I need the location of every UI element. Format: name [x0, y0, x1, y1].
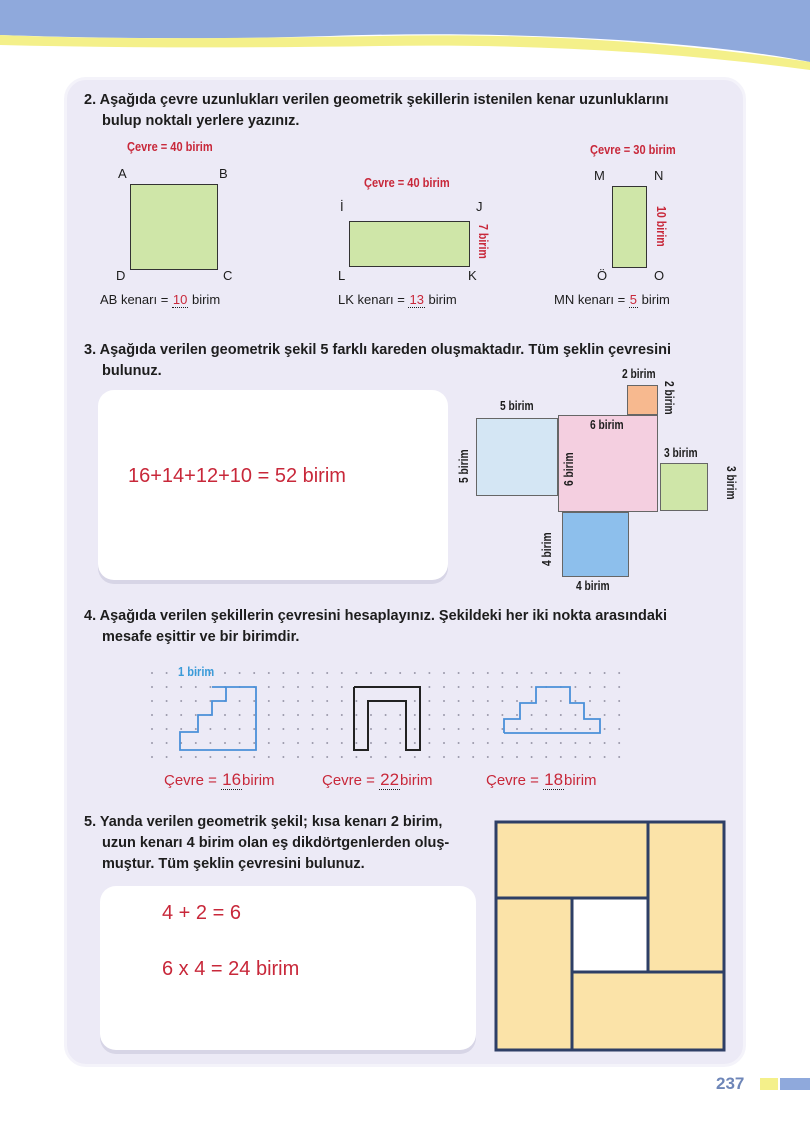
q2-shape1-answer-line: AB kenarı = 10 birim	[100, 292, 221, 307]
q2-shape3-answer-line: MN kenarı = 5 birim	[554, 292, 670, 307]
q5-prompt	[84, 812, 484, 875]
q2-number: 2.	[84, 92, 97, 108]
q4-prompt	[84, 606, 734, 648]
q4-text-line1: Aşağıda verilen şekillerin çevresini hesaplayınız. Şekildeki her iki nokta arasındaki	[99, 608, 667, 624]
square-blue	[476, 418, 558, 496]
corner-i: İ	[340, 199, 344, 214]
q2-shape3-answer: 5	[629, 292, 638, 307]
q2-text-line2: bulup noktalı yerlere yazınız.	[102, 113, 300, 129]
footer-yellow-bar	[760, 1078, 778, 1090]
q2-shape2-given: 7 birim	[476, 224, 490, 259]
q4-dot-grid	[150, 655, 640, 765]
q2-shape3-perimeter: Çevre = 30 birim	[590, 142, 676, 157]
q5-number: 5.	[84, 814, 97, 830]
q5-text-line3: muştur. Tüm şeklin çevresini bulunuz.	[102, 856, 365, 872]
square-orange	[627, 385, 658, 415]
corner-oe: Ö	[597, 268, 608, 283]
q2-text-line1: Aşağıda çevre uzunlukları verilen geometrik şekillerin istenilen kenar uzunluklarını	[99, 92, 669, 108]
q2-shape1-perimeter: Çevre = 40 birim	[127, 139, 213, 154]
q5-answer2: 6 x 4 = 24 birim	[162, 958, 300, 980]
q4-answer3-line: Çevre = 18birim	[486, 770, 597, 789]
q2-shape2-perimeter: Çevre = 40 birim	[364, 175, 450, 190]
rectangle-mnoo	[612, 186, 647, 268]
q4-answer2-line: Çevre = 22birim	[322, 770, 433, 789]
q3-text-line2: bulunuz.	[102, 363, 162, 379]
q5-rectangles-figure	[494, 820, 726, 1052]
header-band	[0, 0, 810, 80]
q5-answer1: 4 + 2 = 6	[162, 902, 241, 924]
q3-label-green-side: 3 birim	[724, 466, 738, 500]
page-number: 237	[716, 1074, 745, 1093]
corner-o: O	[654, 268, 665, 283]
q4-text-line2: mesafe eşittir ve bir birimdir.	[102, 629, 300, 645]
q3-answer: 16+14+12+10 = 52 birim	[128, 465, 346, 487]
q3-label-orange-top: 2 birim	[622, 367, 656, 381]
q3-label-orange-side: 2 birim	[662, 381, 676, 415]
corner-a: A	[118, 166, 127, 181]
q4-answer1: 16	[222, 770, 242, 789]
corner-c: C	[223, 268, 233, 283]
corner-k: K	[468, 268, 477, 283]
square-green	[660, 463, 708, 511]
footer-blue-bar	[780, 1078, 810, 1090]
q4-answer3: 18	[544, 770, 564, 789]
q3-label-blue-top: 5 birim	[500, 399, 534, 413]
square-abcd	[130, 184, 218, 270]
corner-n: N	[654, 168, 664, 183]
rectangle-ijkl	[349, 221, 470, 267]
q2-prompt	[84, 90, 734, 132]
q5-text-line2: uzun kenarı 4 birim olan eş dikdörtgenlerden oluş-	[102, 835, 450, 851]
corner-b: B	[219, 166, 228, 181]
q3-label-sky-base: 4 birim	[576, 579, 610, 593]
q4-unit-label: 1 birim	[178, 664, 215, 679]
q4-answer2: 22	[380, 770, 400, 789]
q3-number: 3.	[84, 342, 97, 358]
q3-label-green-top: 3 birim	[664, 446, 698, 460]
corner-j: J	[476, 199, 483, 214]
q3-label-pink-side: 6 birim	[562, 452, 576, 486]
q3-label-blue-side: 5 birim	[457, 449, 471, 483]
q2-shape3-given: 10 birim	[654, 206, 668, 247]
q2-shape1-answer: 10	[172, 292, 188, 307]
q4-answer1-line: Çevre = 16birim	[164, 770, 275, 789]
square-sky	[562, 512, 629, 577]
q2-shape2-answer: 13	[409, 292, 424, 307]
q2-shape2-answer-line: LK kenarı = 13 birim	[338, 292, 457, 307]
q3-label-pink-top: 6 birim	[590, 418, 624, 432]
q4-number: 4.	[84, 608, 97, 624]
q3-label-sky-side: 4 birim	[540, 532, 554, 566]
corner-m: M	[594, 168, 605, 183]
corner-d: D	[116, 268, 126, 283]
corner-l: L	[338, 268, 346, 283]
q5-text-line1: Yanda verilen geometrik şekil; kısa kenarı 2 birim,	[99, 814, 443, 830]
q3-text-line1: Aşağıda verilen geometrik şekil 5 farklı kareden oluşmaktadır. Tüm şeklin çevresini	[99, 342, 671, 358]
